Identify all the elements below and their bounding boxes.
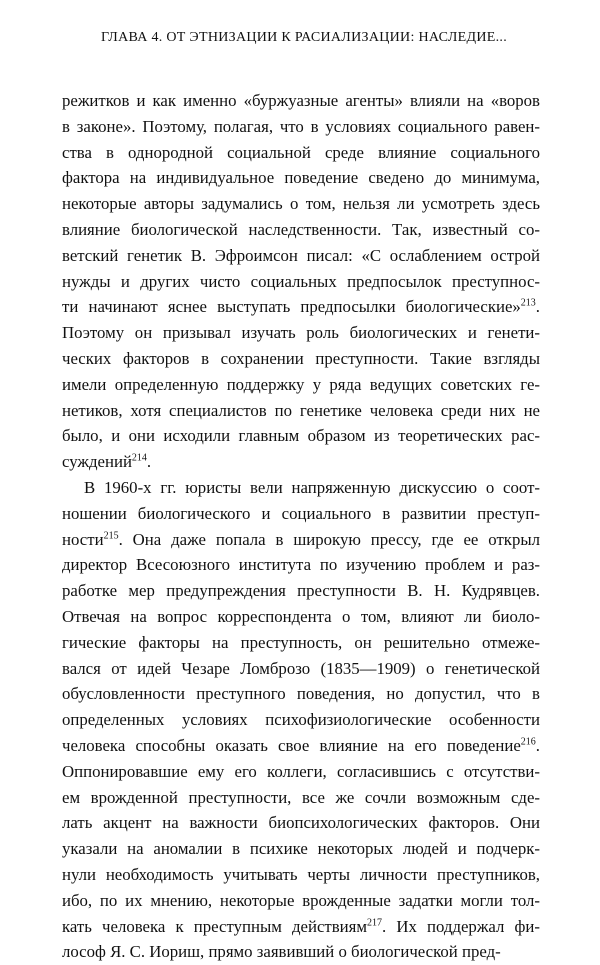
text-line (62, 888, 540, 914)
line-text: ности (62, 529, 104, 549)
text-line (62, 656, 540, 682)
paragraph (62, 88, 540, 475)
line-text-tail: . Их поддержал фи- (382, 916, 540, 936)
footnote-marker[interactable]: 217 (367, 916, 382, 928)
text-line (62, 423, 540, 449)
line-text: ибо, по их мнению, некоторые врожденные задатки могли тол- (62, 890, 540, 910)
line-text: ства в однородной социальной среде влияние социального (62, 142, 540, 162)
text-line (62, 785, 540, 811)
line-text: ческих факторов в сохранении преступности. Такие взгляды (62, 348, 540, 368)
line-text-tail: . Она даже попала в широкую прессу, где ее открыл (118, 529, 540, 549)
line-text: человека способны оказать свое влияние на его поведение (62, 735, 521, 755)
line-text: влияние биологической наследственности. Так, известный со- (62, 219, 540, 239)
footnote-marker[interactable]: 214 (131, 452, 147, 464)
text-line (62, 914, 540, 940)
line-text: ем врожденной преступности, все же сочли возможным сде- (62, 787, 540, 807)
line-text: директор Всесоюзного института по изучению проблем и раз- (62, 555, 540, 575)
text-line (62, 140, 540, 166)
text-line (62, 501, 540, 527)
line-text: фактора на индивидуальное поведение сведено до минимума, (62, 168, 540, 188)
line-text: в законе». Поэтому, полагая, что в условиях социального равен- (62, 116, 540, 136)
line-text: вался от идей Чезаре Ломброзо (1835—1909) о генетической (62, 658, 540, 678)
text-line (62, 681, 540, 707)
line-text: В 1960-х гг. юристы вели напряженную дискуссию о соот- (84, 477, 540, 497)
line-text: было, и они исходили главным образом из теоретических рас- (62, 426, 540, 446)
text-line (62, 372, 540, 398)
text-line (62, 862, 540, 888)
text-line (62, 475, 540, 501)
line-text: нужды и других чисто социальных предпосылок преступнос- (62, 271, 540, 291)
text-line (62, 604, 540, 630)
line-text: нули необходимость учитывать черты личности преступников, (62, 864, 540, 884)
text-line (62, 578, 540, 604)
line-text-tail: . (535, 735, 540, 755)
paragraph (62, 475, 540, 965)
text-line (62, 320, 540, 346)
text-line (62, 810, 540, 836)
text-line (62, 294, 540, 320)
body-text (62, 88, 540, 965)
text-line (62, 191, 540, 217)
text-line (62, 707, 540, 733)
text-line (62, 217, 540, 243)
text-line (62, 630, 540, 656)
line-text: суждений (62, 452, 132, 472)
line-text: ветский генетик В. Эфроимсон писал: «С ослаблением острой (62, 245, 540, 265)
line-text: работке мер предупреждения преступности В. Н. Кудрявцев. (62, 581, 540, 601)
line-text: Отвечая на вопрос корреспондента о том, влияют ли биоло- (62, 606, 540, 626)
text-line (62, 243, 540, 269)
line-text: лософ Я. С. Иориш, прямо заявивший о биологической пред- (62, 942, 501, 962)
line-text: обусловленности преступного поведения, но допустил, что в (62, 684, 540, 704)
text-line (62, 552, 540, 578)
line-text: указали на аномалии в психике некоторых людей и подчерк- (62, 839, 540, 859)
running-head: ГЛАВА 4. ОТ ЭТНИЗАЦИИ К РАСИАЛИЗАЦИИ: НАСЛЕДИЕ... (100, 30, 508, 45)
text-line (62, 398, 540, 424)
line-text: нетиков, хотя специалистов по генетике человека среди них не (62, 400, 540, 420)
line-text: определенных условиях психофизиологические особенности (62, 710, 540, 730)
text-line (62, 733, 540, 759)
text-line (62, 165, 540, 191)
line-text: некоторые авторы задумались о том, нельзя ли усмотреть здесь (62, 194, 540, 214)
line-text: ношении биологического и социального в развитии преступ- (62, 503, 540, 523)
line-text: имели определенную поддержку у ряда ведущих советских ге- (62, 374, 540, 394)
text-line (62, 269, 540, 295)
text-line (62, 114, 540, 140)
line-text: режитков и как именно «буржуазные агенты» влияли на «воров (62, 91, 540, 110)
text-line (62, 346, 540, 372)
text-line (62, 527, 540, 553)
text-line (62, 759, 540, 785)
line-text-tail: . (535, 297, 540, 317)
text-line (62, 836, 540, 862)
text-line (62, 88, 540, 114)
text-line (62, 449, 540, 475)
text-line (62, 939, 540, 965)
line-text: ти начинают яснее выступать предпосылки биологические» (62, 297, 521, 317)
line-text: Поэтому он призывал изучать роль биологических и генети- (62, 323, 540, 343)
line-text: лать акцент на важности биопсихологических факторов. Они (62, 813, 540, 833)
footnote-marker[interactable]: 215 (103, 529, 119, 541)
footnote-marker[interactable]: 216 (520, 736, 536, 748)
line-text: Оппонировавшие ему его коллеги, согласившись с отсутстви- (62, 761, 540, 781)
line-text: кать человека к преступным действиям (62, 916, 367, 936)
footnote-marker[interactable]: 213 (520, 297, 536, 309)
line-text-tail: . (146, 452, 152, 472)
line-text: гические факторы на преступность, он решительно отмеже- (62, 632, 540, 652)
